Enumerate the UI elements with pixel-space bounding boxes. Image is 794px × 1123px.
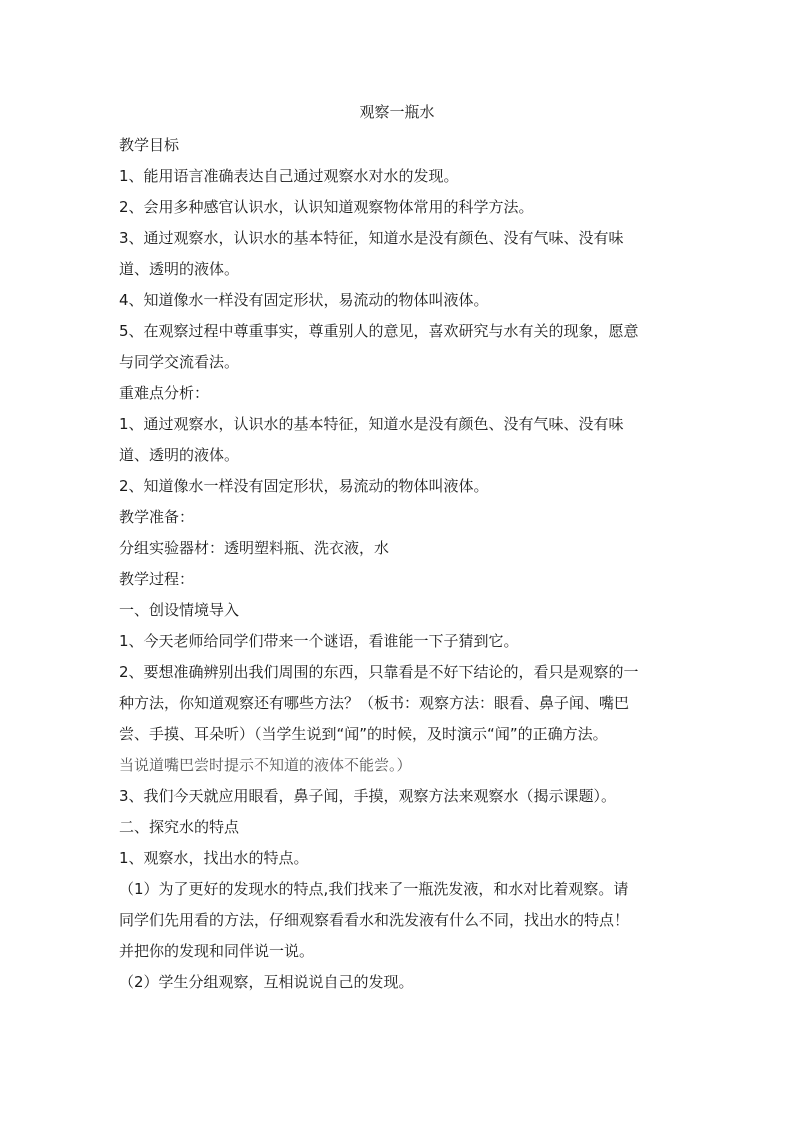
paragraph-line: 1、通过观察水，认识水的基本特征，知道水是没有颜色、没有气味、没有味 (119, 415, 624, 433)
paragraph-line: 一、创设情境导入 (119, 601, 240, 619)
paragraph (119, 564, 679, 595)
paragraph-line: 重难点分析： (119, 384, 210, 402)
paragraph-line: 教学过程： (119, 570, 195, 588)
paragraph-line: 并把你的发现和同伴说一说。 (119, 942, 315, 960)
paragraph (119, 471, 679, 502)
paragraph (119, 874, 679, 967)
paragraph-line: 分组实验器材：透明塑料瓶、洗衣液，水 (119, 539, 390, 557)
paragraph (119, 285, 679, 316)
paragraph-line: 2、知道像水一样没有固定形状，易流动的物体叫液体。 (119, 477, 489, 495)
paragraph (119, 657, 679, 781)
paragraph (119, 595, 679, 626)
paragraph (119, 409, 679, 471)
document-body (119, 130, 679, 998)
paragraph-line: 5、在观察过程中尊重事实，尊重别人的意见，喜欢研究与水有关的现象，愿意 (119, 322, 639, 340)
paragraph (119, 626, 679, 657)
paragraph-line: 种方法，你知道观察还有哪些方法？（板书：观察方法：眼看、鼻子闻、嘴巴 (119, 694, 630, 712)
paragraph (119, 812, 679, 843)
paragraph (119, 161, 679, 192)
paragraph-line: 尝、手摸、耳朵听）（当学生说到“闻”的时候，及时演示“闻”的正确方法。 (119, 725, 608, 743)
document-title: 观察一瓶水 (359, 103, 435, 121)
paragraph-line: （2）学生分组观察，互相说说自己的发现。 (119, 973, 414, 991)
paragraph (119, 130, 679, 161)
paragraph-line: 二、探究水的特点 (119, 818, 240, 836)
paragraph-line: 道、透明的液体。 (119, 260, 240, 278)
paragraph-line: 当说道嘴巴尝时提示不知道的液体不能尝。） (119, 756, 412, 774)
paragraph-line: 3、通过观察水，认识水的基本特征，知道水是没有颜色、没有气味、没有味 (119, 229, 624, 247)
paragraph-line: 4、知道像水一样没有固定形状，易流动的物体叫液体。 (119, 291, 489, 309)
paragraph (119, 316, 679, 378)
paragraph (119, 192, 679, 223)
paragraph-line: 1、能用语言准确表达自己通过观察水对水的发现。 (119, 167, 459, 185)
paragraph-line: 2、会用多种感官认识水，认识知道观察物体常用的科学方法。 (119, 198, 534, 216)
paragraph-line: 1、今天老师给同学们带来一个谜语，看谁能一下子猜到它。 (119, 632, 519, 650)
paragraph-line: 与同学交流看法。 (119, 353, 240, 371)
paragraph (119, 781, 679, 812)
paragraph (119, 843, 679, 874)
paragraph (119, 378, 679, 409)
paragraph-line: 道、透明的液体。 (119, 446, 240, 464)
paragraph-line: 3、我们今天就应用眼看，鼻子闻，手摸，观察方法来观察水（揭示课题）。 (119, 787, 617, 805)
paragraph-line: 2、要想准确辨别出我们周围的东西，只靠看是不好下结论的，看只是观察的一 (119, 663, 639, 681)
paragraph-line: 教学目标 (119, 136, 180, 154)
paragraph-line: 1、观察水，找出水的特点。 (119, 849, 309, 867)
paragraph (119, 967, 679, 998)
paragraph (119, 533, 679, 564)
paragraph (119, 223, 679, 285)
paragraph-line: （1）为了更好的发现水的特点,我们找来了一瓶洗发液，和水对比着观察。请 (119, 880, 629, 898)
paragraph-line: 同学们先用看的方法，仔细观察看看水和洗发液有什么不同，找出水的特点！ (119, 911, 630, 929)
paragraph-line: 教学准备： (119, 508, 195, 526)
paragraph (119, 502, 679, 533)
